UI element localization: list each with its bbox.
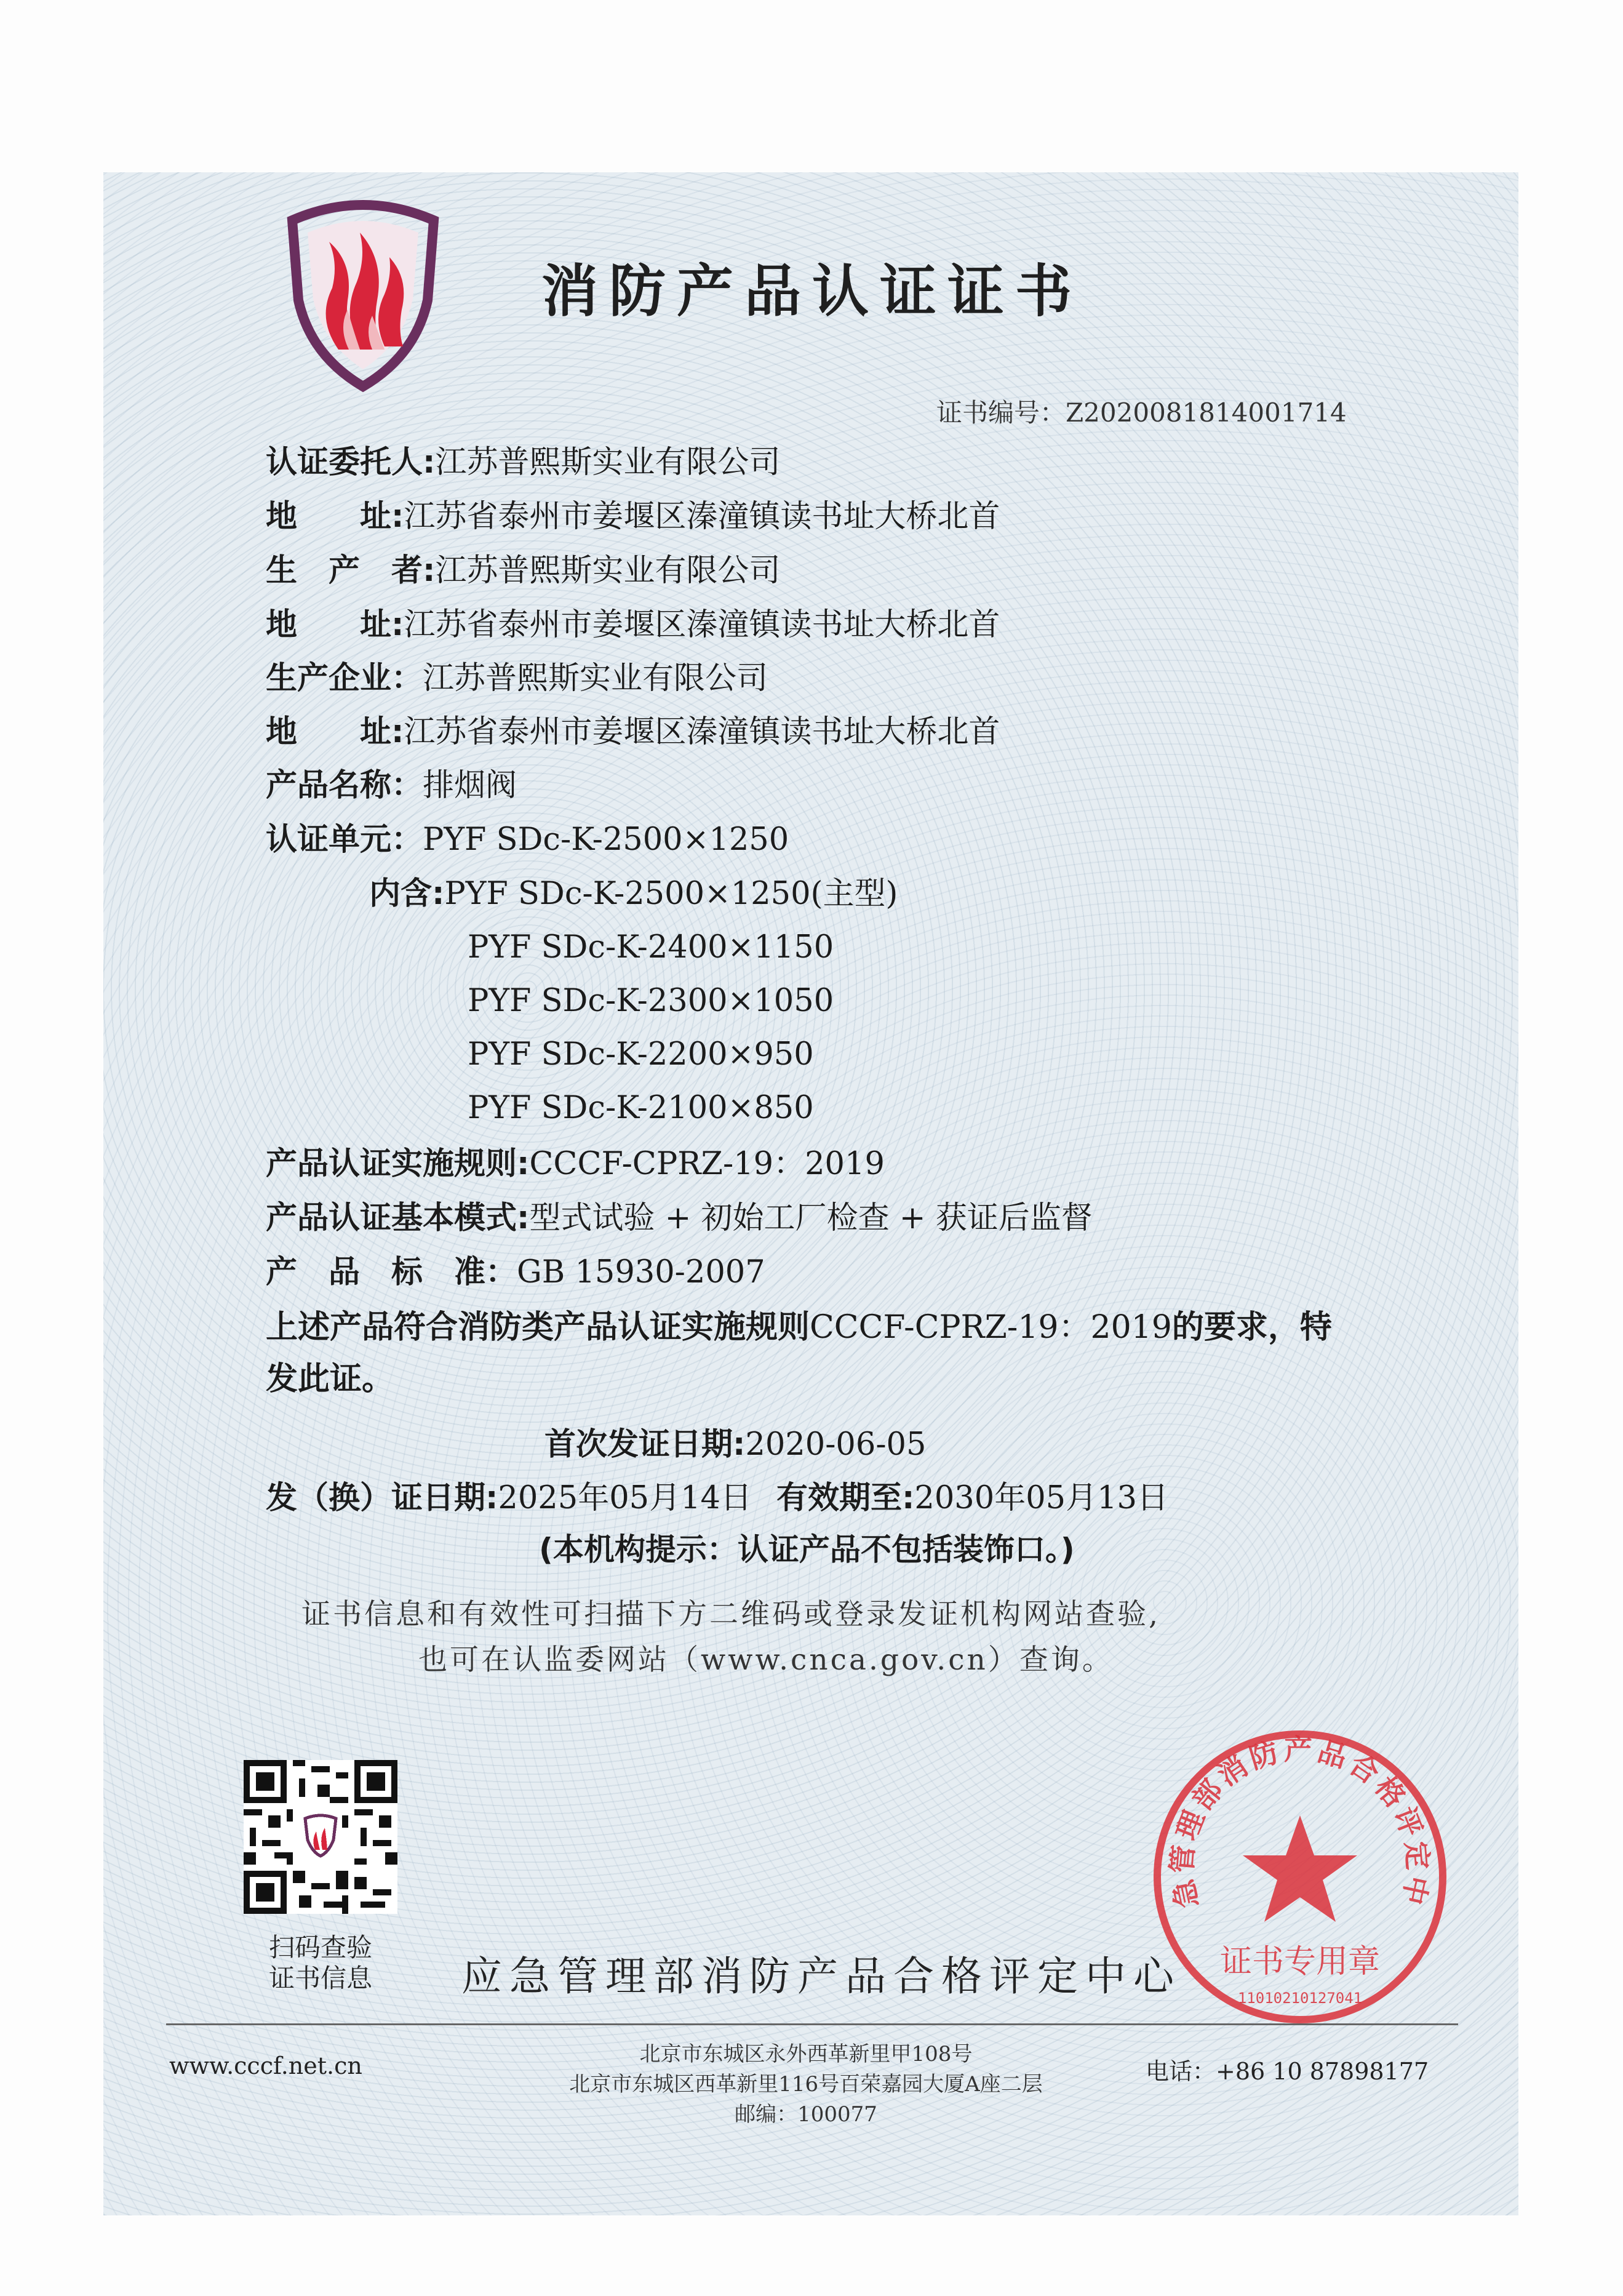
field-row-address-1 xyxy=(266,498,1000,535)
verification-info-line-2: 也可在认监委网站（www.cnca.gov.cn）查询。 xyxy=(418,1643,1114,1677)
official-seal-stamp xyxy=(1149,1726,1451,2028)
field-value: 江苏普熙斯实业有限公司 xyxy=(435,444,781,481)
verification-info-line-1: 证书信息和有效性可扫描下方二维码或登录发证机构网站查验, xyxy=(301,1598,1160,1631)
certificate-title: 消防产品认证证书 xyxy=(541,258,1083,324)
qr-code[interactable] xyxy=(244,1760,397,1914)
footer-address-line-2: 北京市东城区西革新里116号百荣嘉园大厦A座二层 xyxy=(569,2072,1043,2097)
footer-postcode: 邮编：100077 xyxy=(735,2102,877,2127)
statement-part2: 的要求，特发此证。 xyxy=(266,1309,1332,1398)
first-issue-date-row xyxy=(544,1418,926,1464)
field-row-entrusting-party xyxy=(266,444,780,481)
statement-code: CCCF-CPRZ-19：2019 xyxy=(810,1309,1172,1346)
field-label: 地 址: xyxy=(266,714,404,750)
field-label: 地 址: xyxy=(266,498,404,535)
footer-divider xyxy=(166,2023,1458,2025)
first-issue-value: 2020-06-05 xyxy=(745,1426,927,1463)
contains-row xyxy=(369,876,898,913)
certification-mode-row xyxy=(266,1200,1093,1237)
issue-label: 发（换）证日期: xyxy=(266,1480,498,1516)
contains-item: PYF SDc-K-2300×1050 xyxy=(468,983,834,1019)
field-value: 江苏省泰州市姜堰区溱潼镇读书址大桥北首 xyxy=(404,498,1000,535)
contains-item: PYF SDc-K-2100×850 xyxy=(468,1090,814,1126)
first-issue-label: 首次发证日期: xyxy=(544,1426,746,1463)
footer-address-line-1: 北京市东城区永外西革新里甲108号 xyxy=(639,2042,973,2066)
footer-website[interactable]: www.cccf.net.cn xyxy=(169,2052,362,2079)
qr-caption-line-2: 证书信息 xyxy=(268,1963,372,1993)
contains-item: PYF SDc-K-2500×1250(主型) xyxy=(444,876,898,912)
product-standard-row xyxy=(266,1254,765,1291)
qr-caption-line-1: 扫码查验 xyxy=(268,1932,372,1962)
field-label: 产品名称： xyxy=(266,767,423,804)
rules-value: CCCF-CPRZ-19：2019 xyxy=(529,1146,885,1182)
field-row-certification-unit xyxy=(266,822,789,858)
standard-value: GB 15930-2007 xyxy=(517,1254,765,1290)
mode-value: 型式试验 + 初始工厂检查 + 获证后监督 xyxy=(529,1200,1093,1236)
field-value: 江苏省泰州市姜堰区溱潼镇读书址大桥北首 xyxy=(404,607,1000,643)
field-row-address-3 xyxy=(266,714,1000,751)
field-label: 生 产 者: xyxy=(266,553,436,589)
valid-until-label: 有效期至: xyxy=(776,1480,915,1516)
seal-center-text: 证书专用章 xyxy=(1219,1943,1381,1980)
statement-part1: 上述产品符合消防类产品认证实施规则 xyxy=(266,1309,810,1346)
certificate-number: 证书编号：Z2020081814001714 xyxy=(936,398,1347,428)
contains-label: 内含: xyxy=(369,876,445,912)
mode-label: 产品认证基本模式: xyxy=(266,1200,530,1236)
field-value: 排烟阀 xyxy=(423,767,517,804)
institution-note: (本机构提示：认证产品不包括装饰口。) xyxy=(539,1532,1075,1567)
standard-label: 产 品 标 准： xyxy=(266,1254,517,1290)
field-row-address-2 xyxy=(266,607,1000,644)
svg-text:应急管理部消防产品合格评定中心: 急管理部消防产品合格评定中 xyxy=(1165,1733,1435,1911)
footer-address xyxy=(504,2037,1107,2127)
svg-text:11010210127041: 11010210127041 xyxy=(1237,1990,1363,2007)
field-row-manufacturer xyxy=(266,660,768,697)
issue-value: 2025年05月14日 xyxy=(498,1480,752,1516)
valid-until-value: 2030年05月13日 xyxy=(914,1480,1168,1516)
field-value: PYF SDc-K-2500×1250 xyxy=(423,822,789,858)
field-value: 江苏普熙斯实业有限公司 xyxy=(435,553,781,589)
field-label: 认证委托人: xyxy=(266,444,436,481)
field-row-producer xyxy=(266,553,780,590)
field-label: 地 址: xyxy=(266,607,404,643)
field-label: 生产企业： xyxy=(266,660,423,697)
field-value: 江苏普熙斯实业有限公司 xyxy=(423,660,768,697)
conformity-statement xyxy=(266,1302,1361,1405)
qr-code-caption xyxy=(250,1932,391,1994)
rules-label: 产品认证实施规则: xyxy=(266,1146,530,1182)
issuing-authority: 应急管理部消防产品合格评定中心 xyxy=(461,1953,1181,2000)
contains-item: PYF SDc-K-2400×1150 xyxy=(468,929,834,966)
footer-phone: 电话：+86 10 87898177 xyxy=(1146,2058,1429,2085)
contains-item: PYF SDc-K-2200×950 xyxy=(468,1036,814,1073)
implementation-rules-row xyxy=(266,1146,885,1183)
issue-date-row xyxy=(266,1472,1168,1518)
shield-flame-logo-icon xyxy=(280,196,446,393)
field-row-product-name xyxy=(266,767,517,804)
field-value: 江苏省泰州市姜堰区溱潼镇读书址大桥北首 xyxy=(404,714,1000,750)
field-label: 认证单元： xyxy=(266,822,423,858)
